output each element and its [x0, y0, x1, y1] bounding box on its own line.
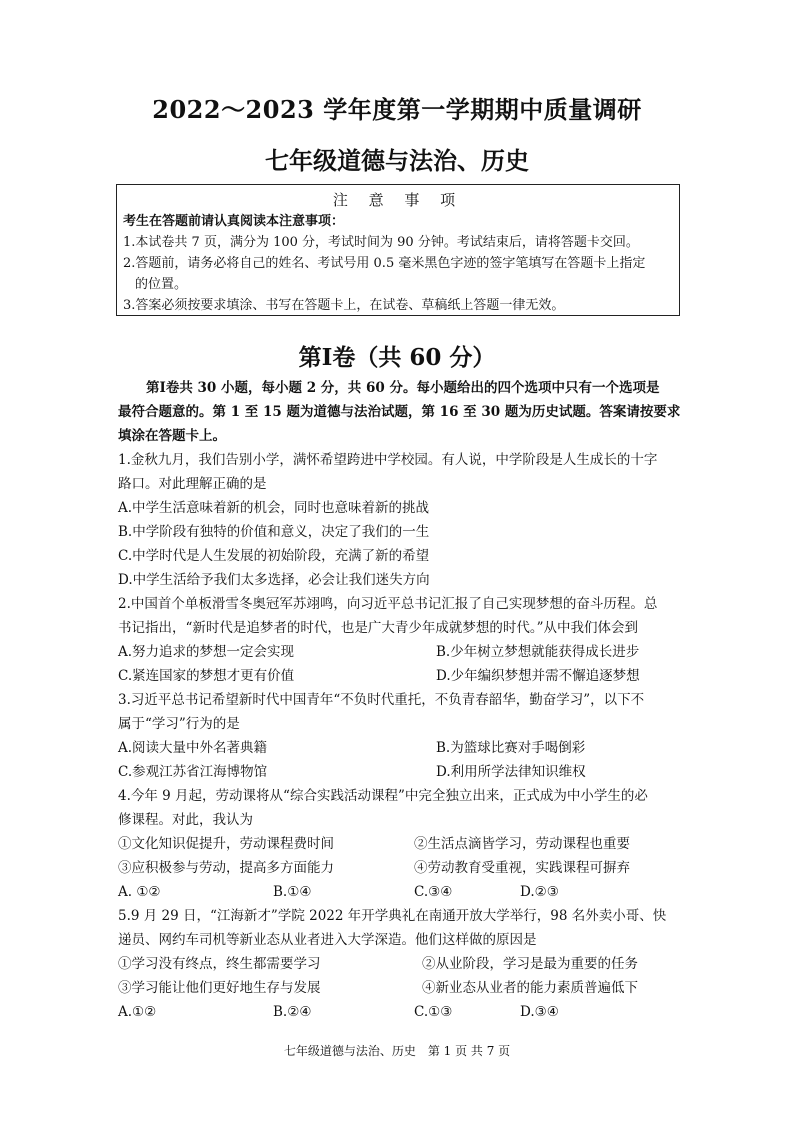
statement-row: [118, 856, 686, 880]
section-title: 第Ⅰ卷（共 60 分）: [298, 344, 496, 371]
notice-item-2: 2.答题前，请务必将自己的姓名、考试号用 0.5 毫米黑色字迹的签字笔填写在答题卡上指定: [123, 256, 646, 271]
section-intro: 第Ⅰ卷共 30 小题，每小题 2 分，共 60 分。每小题给出的四个选项中只有一个选项是: [146, 380, 660, 396]
option-c: C.参观江苏省江海博物馆: [118, 764, 268, 780]
statement-row: [118, 952, 686, 976]
question-stem: 2.中国首个单板滑雪冬奥冠军苏翊鸣，向习近平总书记汇报了自己实现梦想的奋斗历程。总: [118, 596, 658, 612]
notice-box: [116, 184, 680, 316]
option-b: B.①④: [273, 884, 312, 900]
statement-1: ①文化知识促提升，劳动课程费时间: [118, 836, 334, 852]
option-b: B.中学阶段有独特的价值和意义，决定了我们的一生: [118, 524, 430, 540]
option-b: B.②④: [273, 1004, 312, 1020]
question-stem: 书记指出，“新时代是追梦者的时代，也是广大青少年成就梦想的时代。”从中我们体会到: [118, 620, 639, 636]
notice-item-1: 1.本试卷共 7 页，满分为 100 分，考试时间为 90 分钟。考试结束后，请将答题卡交回。: [123, 235, 639, 250]
statement-4: ④新业态从业者的能力素质普遍低下: [422, 980, 638, 996]
question-stem: 路口。对此理解正确的是: [118, 476, 267, 492]
statement-2: ②生活点滴皆学习，劳动课程也重要: [414, 836, 630, 852]
section-intro: 最符合题意的。第 1 至 15 题为道德与法治试题，第 16 至 30 题为历史试题。答案请按要求: [118, 404, 681, 420]
option-a: A.①②: [118, 1004, 157, 1020]
option-row: [118, 736, 686, 760]
notice-item-3: 3.答案必须按要求填涂、书写在答题卡上，在试卷、草稿纸上答题一律无效。: [123, 298, 565, 313]
statement-3: ③应积极参与劳动，提高多方面能力: [118, 860, 334, 876]
option-row: [118, 1000, 686, 1024]
statement-3: ③学习能让他们更好地生存与发展: [118, 980, 321, 996]
option-a: A.努力追求的梦想一定会实现: [118, 644, 295, 660]
question-stem: 3.习近平总书记希望新时代中国青年“不负时代重托，不负青春韶华，勤奋学习”，以下不: [118, 692, 645, 708]
notice-lead: 考生在答题前请认真阅读本注意事项：: [123, 214, 345, 229]
question-content: [118, 376, 686, 1024]
option-b: B.少年树立梦想就能获得成长进步: [436, 644, 640, 660]
option-row: [118, 880, 686, 904]
statement-1: ①学习没有终点，终生都需要学习: [118, 956, 321, 972]
option-c: C.①③: [414, 1004, 453, 1020]
option-c: C.紧连国家的梦想才更有价值: [118, 668, 295, 684]
option-b: B.为篮球比赛对手喝倒彩: [436, 740, 586, 756]
notice-title: 注 意 事 项: [332, 191, 464, 209]
notice-item-2-cont: 的位置。: [135, 277, 188, 292]
question-stem: 1.金秋九月，我们告别小学，满怀希望跨进中学校园。有人说，中学阶段是人生成长的十字: [118, 452, 658, 468]
exam-subtitle: 七年级道德与法治、历史: [265, 146, 529, 175]
statement-row: [118, 976, 686, 1000]
option-row: [118, 760, 686, 784]
exam-title: 2022～2023 学年度第一学期期中质量调研: [152, 95, 642, 124]
question-stem: 4.今年 9 月起，劳动课将从“综合实践活动课程”中完全独立出来，正式成为中小学生的必: [118, 788, 648, 804]
option-d: D.少年编织梦想并需不懈追逐梦想: [436, 668, 640, 684]
option-d: D.③④: [520, 1004, 559, 1020]
question-stem: 递员、网约车司机等新业态从业者进入大学深造。他们这样做的原因是: [118, 932, 537, 948]
option-c: C.中学时代是人生发展的初始阶段，充满了新的希望: [118, 548, 430, 564]
section-intro: 填涂在答题卡上。: [118, 428, 226, 444]
page-footer: 七年级道德与法治、历史 第 1 页 共 7 页: [283, 1044, 511, 1058]
question-stem: 5.9 月 29 日，“江海新才”学院 2022 年开学典礼在南通开放大学举行，98 名外卖小哥、快: [118, 908, 667, 924]
question-stem: 修课程。对此，我认为: [118, 812, 253, 828]
option-a: A.阅读大量中外名著典籍: [118, 740, 268, 756]
option-a: A.中学生活意味着新的机会，同时也意味着新的挑战: [118, 500, 430, 516]
statement-2: ②从业阶段，学习是最为重要的任务: [422, 956, 638, 972]
statement-row: [118, 832, 686, 856]
question-stem: 属于“学习”行为的是: [118, 716, 240, 732]
option-row: [118, 640, 686, 664]
option-row: [118, 664, 686, 688]
option-d: D.利用所学法律知识维权: [436, 764, 586, 780]
statement-4: ④劳动教育受重视，实践课程可摒弃: [414, 860, 630, 876]
option-c: C.③④: [414, 884, 453, 900]
option-a: A. ①②: [118, 884, 161, 900]
option-d: D.②③: [520, 884, 559, 900]
option-d: D.中学生活给予我们太多选择，必会让我们迷失方向: [118, 572, 430, 588]
